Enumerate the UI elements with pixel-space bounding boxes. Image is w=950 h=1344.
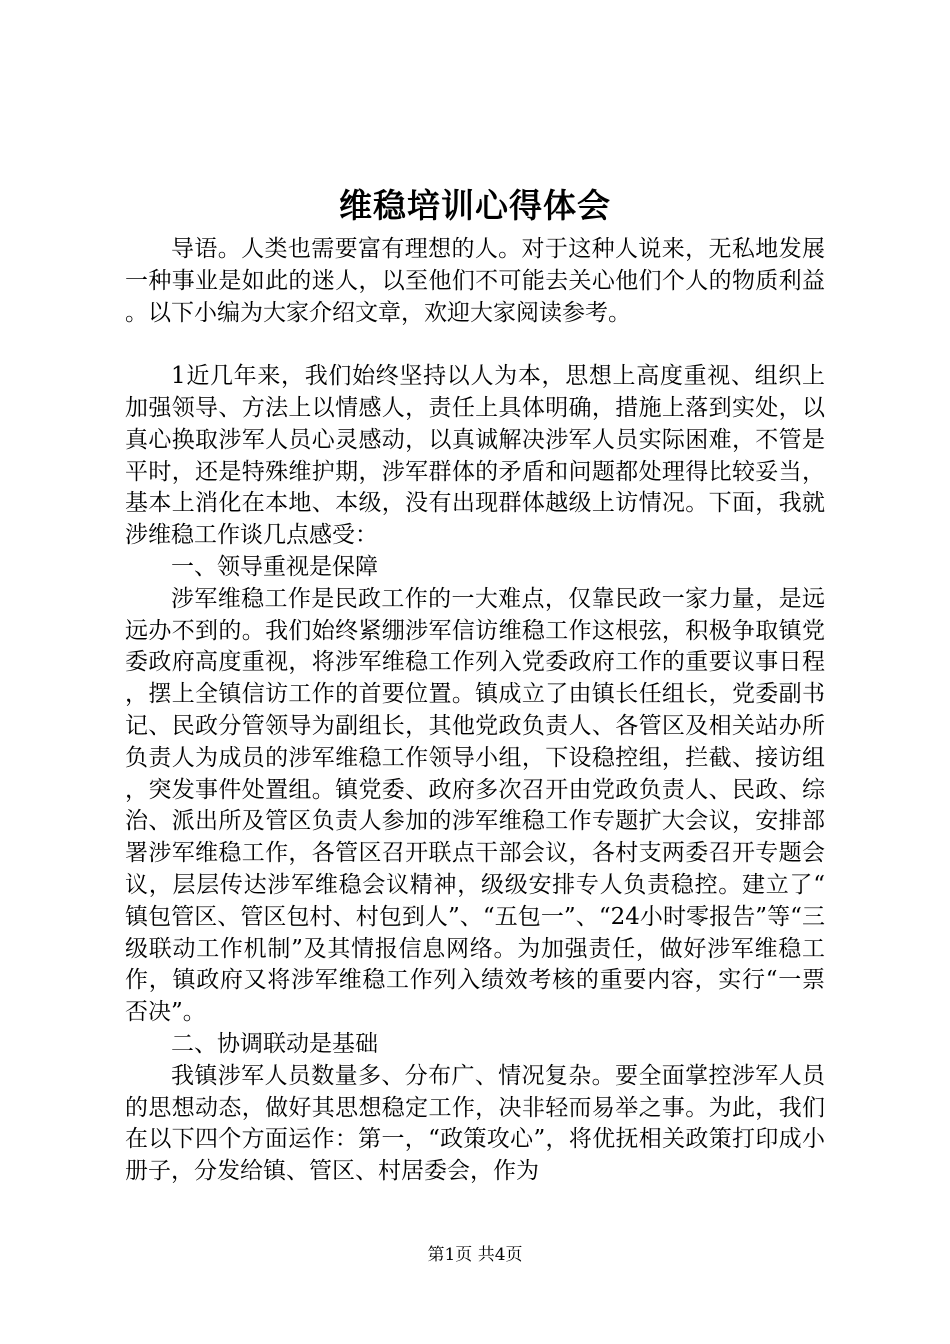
section-heading: 一、领导重视是保障 xyxy=(171,553,378,580)
document-body xyxy=(125,234,825,1188)
document-title: 维稳培训心得体会 xyxy=(339,186,611,225)
page-footer: 第1页 共4页 xyxy=(427,1245,523,1265)
intro-paragraph: 导语。人类也需要富有理想的人。对于这种人说来，无私地发展一种事业是如此的迷人，以至他们不可能去关心他们个人的物质利益。以下小编为大家介绍文章，欢迎大家阅读参考。 xyxy=(125,236,825,326)
section-heading: 二、协调联动是基础 xyxy=(171,1030,378,1057)
body-paragraph: 1近几年来，我们始终坚持以人为本，思想上高度重视、组织上加强领导、方法上以情感人，责任上具体明确，措施上落到实处，以真心换取涉军人员心灵感动，以真诚解决涉军人员实际困难，不管是平时，还是特殊维护期，涉军群体的矛盾和问题都处理得比较妥当，基本上消化在本地、本级，没有出现群体越级上访情况。下面，我就涉维稳工作谈几点感受： xyxy=(125,363,825,549)
body-paragraph: 涉军维稳工作是民政工作的一大难点，仅靠民政一家力量，是远远办不到的。我们始终紧绷涉军信访维稳工作这根弦，积极争取镇党委政府高度重视，将涉军维稳工作列入党委政府工作的重要议事日程，摆上全镇信访工作的首要位置。镇成立了由镇长任组长，党委副书记、民政分管领导为副组长，其他党政负责人、各管区及相关站办所负责人为成员的涉军维稳工作领导小组，下设稳控组，拦截、接访组，突发事件处置组。镇党委、政府多次召开由党政负责人、民政、综治、派出所及管区负责人参加的涉军维稳工作专题扩大会议，安排部署涉军维稳工作，各管区召开联点干部会议，各村支两委召开专题会议，层层传达涉军维稳会议精神，级级安排专人负责稳控。建立了“镇包管区、管区包村、村包到人”、“五包一”、“24小时零报告”等“三级联动工作机制”及其情报信息网络。为加强责任，做好涉军维稳工作，镇政府又将涉军维稳工作列入绩效考核的重要内容，实行“一票否决”。 xyxy=(125,585,825,1026)
blank-line xyxy=(125,329,825,361)
body-paragraph: 我镇涉军人员数量多、分布广、情况复杂。要全面掌控涉军人员的思想动态，做好其思想稳定工作，决非轻而易举之事。为此，我们在以下四个方面运作：第一，“政策攻心”，将优抚相关政策打印成小册子，分发给镇、管区、村居委会，作为 xyxy=(125,1062,825,1185)
